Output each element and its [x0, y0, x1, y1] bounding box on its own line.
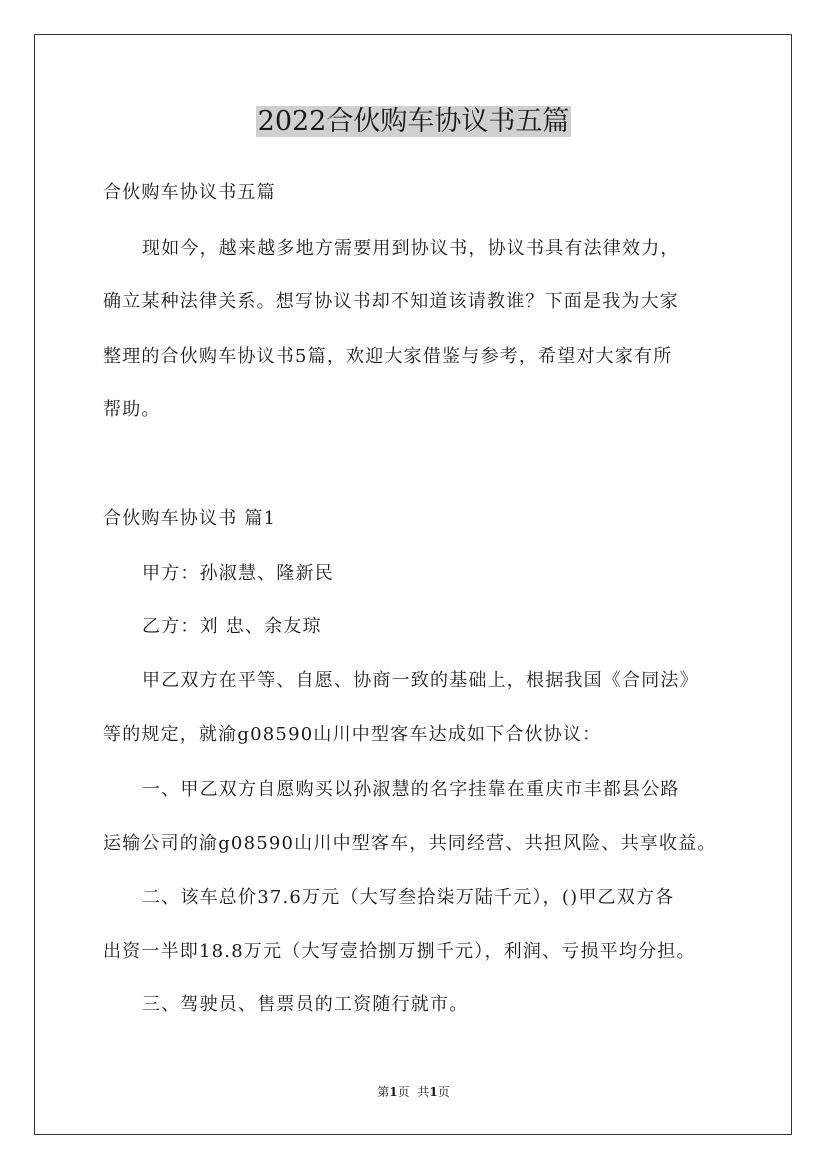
- preamble-line-2: 等的规定，就渝g08590山川中型客车达成如下合伙协议：: [103, 724, 602, 745]
- clause-1-line-2: 运输公司的渝g08590山川中型客车，共同经营、共担风险、共享收益。: [103, 833, 717, 854]
- intro-line-1: 现如今，越来越多地方需要用到协议书，协议书具有法律效力，: [142, 238, 680, 259]
- total-number: 1: [429, 1085, 438, 1099]
- party-b: 乙方：刘 忠、余友琼: [142, 616, 322, 637]
- document-title-text: 2022合伙购车协议书五篇: [257, 106, 570, 137]
- page-footer: [0, 1083, 827, 1101]
- clause-2-line-2: 出资一半即18.8万元（大写壹拾捌万捌千元），利润、亏损平均分担。: [103, 941, 696, 962]
- intro-line-4: 帮助。: [103, 399, 161, 420]
- document-title: [0, 100, 827, 144]
- party-a: 甲方：孙淑慧、隆新民: [142, 563, 334, 584]
- clause-2-line-1: 二、该车总价37.6万元（大写叁拾柒万陆千元），()甲乙双方各: [142, 887, 675, 908]
- page-number: 1: [389, 1085, 398, 1099]
- page-suffix: 页: [397, 1085, 410, 1099]
- clause-3: 三、驾驶员、售票员的工资随行就市。: [142, 994, 469, 1015]
- total-label: 共: [417, 1085, 430, 1099]
- document-subtitle: 合伙购车协议书五篇: [103, 182, 276, 203]
- page-label: 第: [377, 1085, 390, 1099]
- clause-1-line-1: 一、甲乙双方自愿购买以孙淑慧的名字挂靠在重庆市丰都县公路: [142, 779, 680, 800]
- intro-line-3: 整理的合伙购车协议书5篇，欢迎大家借鉴与参考，希望对大家有所: [103, 346, 673, 367]
- section-heading: 合伙购车协议书 篇1: [103, 508, 277, 529]
- total-suffix: 页: [437, 1085, 450, 1099]
- preamble-line-1: 甲乙双方在平等、自愿、协商一致的基础上，根据我国《合同法》: [142, 670, 699, 691]
- intro-line-2: 确立某种法律关系。想写协议书却不知道该请教谁？下面是我为大家: [103, 291, 679, 312]
